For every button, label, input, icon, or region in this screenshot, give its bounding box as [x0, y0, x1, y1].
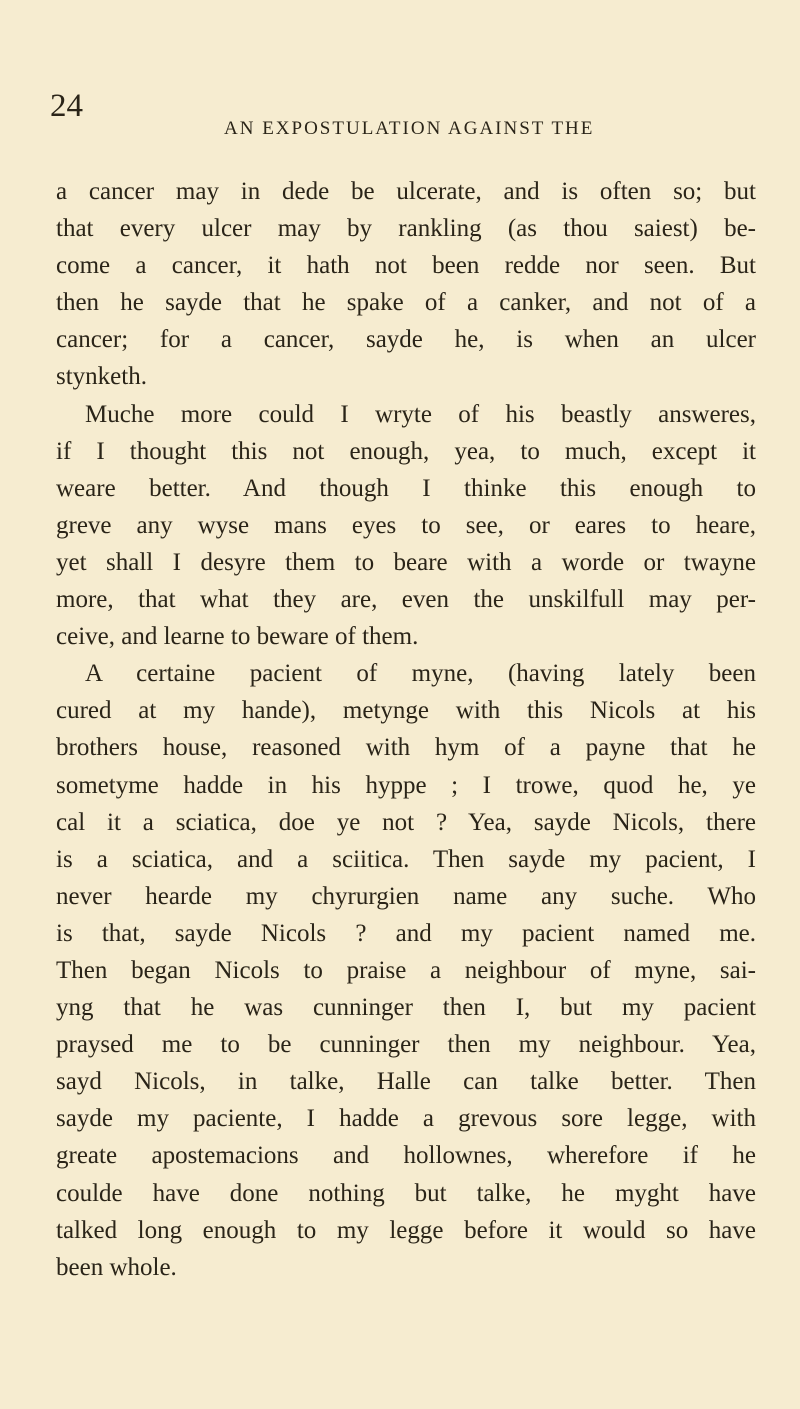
page-header	[50, 88, 650, 148]
text-line: stynketh.	[56, 363, 147, 391]
text-line: sometyme hadde in his hyppe ; I trowe, quod he, ye	[56, 771, 756, 799]
text-line: coulde have done nothing but talke, he myght have	[56, 1179, 756, 1207]
text-line: greve any wyse mans eyes to see, or eares to heare,	[56, 511, 756, 539]
text-line: a cancer may in dede be ulcerate, and is often so; but	[56, 178, 756, 205]
text-line: brothers house, reasoned with hym of a payne that he	[56, 734, 756, 762]
text-line: then he sayde that he spake of a canker, and not of a	[56, 289, 756, 317]
text-line: come a cancer, it hath not been redde nor seen. But	[56, 252, 756, 280]
text-line: been whole.	[56, 1253, 177, 1281]
text-line: cancer; for a cancer, sayde he, is when an ulcer	[56, 326, 756, 354]
body-text	[56, 173, 756, 1286]
text-line: cal it a sciatica, doe ye not ? Yea, sayde Nicols, there	[56, 808, 756, 836]
text-line: Then began Nicols to praise a neighbour of myne, sai-	[56, 956, 756, 984]
page-number: 24	[50, 88, 83, 124]
text-line: weare better. And though I thinke this enough to	[56, 474, 756, 502]
text-line: A certaine pacient of myne, (having lately been	[85, 660, 756, 688]
text-line: more, that what they are, even the unskilfull may per-	[56, 586, 756, 614]
text-line: talked long enough to my legge before it would so have	[56, 1216, 756, 1244]
text-line: sayd Nicols, in talke, Halle can talke better. Then	[56, 1068, 756, 1096]
text-line: is a sciatica, and a sciitica. Then sayde my pacient, I	[56, 845, 756, 873]
text-line: Muche more could I wryte of his beastly answeres,	[85, 400, 756, 428]
text-line: yng that he was cunninger then I, but my pacient	[56, 994, 756, 1022]
text-line: that every ulcer may by rankling (as thou saiest) be-	[56, 215, 756, 243]
text-line: if I thought this not enough, yea, to much, except it	[56, 437, 756, 465]
text-line: yet shall I desyre them to beare with a worde or twayne	[56, 548, 756, 576]
text-line: is that, sayde Nicols ? and my pacient named me.	[56, 919, 756, 947]
text-line: greate apostemacions and hollownes, wherefore if he	[56, 1142, 756, 1170]
text-line: sayde my paciente, I hadde a grevous sore legge, with	[56, 1105, 756, 1133]
text-line: praysed me to be cunninger then my neighbour. Yea,	[56, 1031, 756, 1059]
running-title: AN EXPOSTULATION AGAINST THE	[224, 118, 595, 139]
text-line: cured at my hande), metynge with this Nicols at his	[56, 697, 756, 725]
text-line: never hearde my chyrurgien name any suche. Who	[56, 882, 756, 910]
text-line: ceive, and learne to beware of them.	[56, 623, 419, 651]
